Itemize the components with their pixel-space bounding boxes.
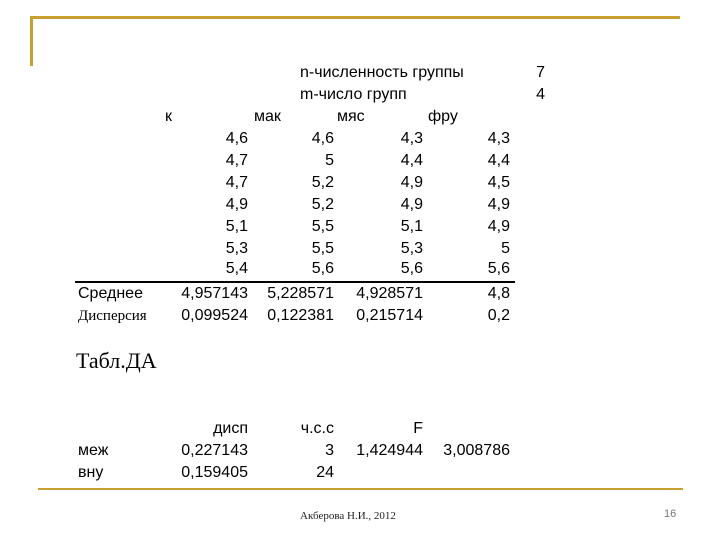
table-cell: 5 [501, 240, 510, 257]
table-cell: 4,4 [487, 152, 510, 169]
anova-header-disp: дисп [213, 420, 248, 437]
table-cell: 4,9 [400, 174, 423, 191]
between-label: меж [78, 442, 109, 459]
m-value: 4 [536, 86, 545, 103]
table-cell: 5,3 [400, 240, 423, 257]
within-value: 0,159405 [181, 464, 248, 481]
mean-value: 4,8 [487, 285, 510, 302]
variance-value: 0,099524 [181, 307, 248, 324]
variance-value: 0,122381 [267, 307, 334, 324]
frame-top-line [30, 16, 680, 19]
table-cell: 5,6 [400, 260, 423, 277]
within-value: 24 [316, 464, 334, 481]
table-cell: 5 [325, 152, 334, 169]
table-cell: 5,5 [311, 240, 334, 257]
table-cell: 5,2 [311, 174, 334, 191]
variance-value: 0,2 [487, 307, 510, 324]
table-cell: 5,1 [225, 218, 248, 235]
between-value: 0,227143 [181, 442, 248, 459]
mean-value: 4,957143 [181, 285, 248, 302]
table-cell: 4,3 [400, 130, 423, 147]
mean-value: 4,928571 [356, 285, 423, 302]
variance-label: Дисперсия [78, 308, 147, 324]
table-cell: 5,4 [225, 260, 248, 277]
table-cell: 4,7 [225, 174, 248, 191]
column-header-myas: мяс [337, 108, 365, 125]
table-cell: 4,9 [487, 218, 510, 235]
footer-author: Акберова Н.И., 2012 [300, 510, 396, 522]
table-cell: 4,9 [400, 196, 423, 213]
table-cell: 4,3 [487, 130, 510, 147]
anova-header-df: ч.с.с [300, 420, 334, 437]
n-label: n-численность группы [300, 64, 464, 81]
table-cell: 5,6 [487, 260, 510, 277]
m-label: m-число групп [300, 86, 407, 103]
page-number: 16 [664, 508, 677, 520]
variance-value: 0,215714 [356, 307, 423, 324]
table-cell: 4,9 [225, 196, 248, 213]
table-cell: 4,9 [487, 196, 510, 213]
within-label: вну [78, 464, 104, 481]
table-cell: 4,7 [225, 152, 248, 169]
table-separator [75, 281, 515, 283]
n-value: 7 [536, 64, 545, 81]
between-value: 1,424944 [356, 442, 423, 459]
frame-bottom-line [38, 488, 683, 490]
anova-header-f: F [413, 420, 423, 437]
table-cell: 5,1 [400, 218, 423, 235]
section-title: Табл.ДА [76, 348, 157, 373]
table-cell: 4,4 [400, 152, 423, 169]
mean-value: 5,228571 [267, 285, 334, 302]
table-cell: 5,2 [311, 196, 334, 213]
table-cell: 5,6 [311, 260, 334, 277]
table-cell: 4,6 [311, 130, 334, 147]
frame-left-line [30, 16, 33, 66]
column-header-mak: мак [254, 108, 281, 125]
between-value: 3,008786 [443, 442, 510, 459]
column-header-fru: фру [428, 108, 458, 125]
between-value: 3 [325, 442, 334, 459]
table-cell: 5,5 [311, 218, 334, 235]
table-cell: 5,3 [225, 240, 248, 257]
mean-label: Среднее [78, 285, 143, 302]
column-header-k: к [165, 108, 172, 125]
table-cell: 4,5 [487, 174, 510, 191]
table-cell: 4,6 [225, 130, 248, 147]
